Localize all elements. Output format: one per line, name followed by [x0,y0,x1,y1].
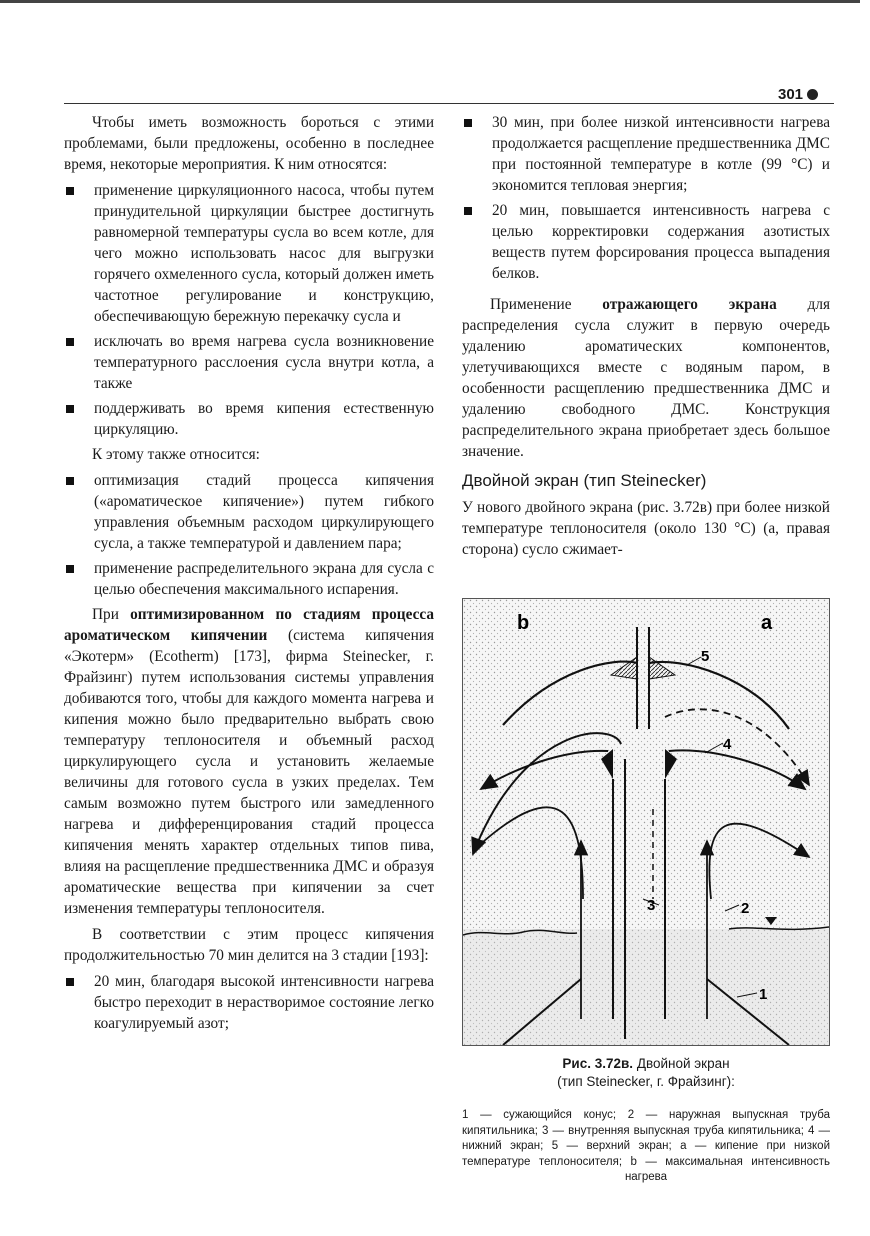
figure-caption: Рис. 3.72в. Двойной экран (тип Steinecker, г. Фрайзинг): [557,1056,735,1089]
figure-legend: 1 — сужающийся конус; 2 — наружная выпускная труба кипятильника; 3 — внутренняя выпускная труба кипятильника; 4 — нижний экран; 5 — верхний экран; a — кипение при низкой температуре теплоносителя; b — максимальная интенсивность нагрева [462,1109,830,1183]
list-item: применение циркуляционного насоса, чтобы путем принудительной циркуляции быстрее достигнуть равномерной температуры сусла во всем котле, для чего можно использовать насос для выгрузки горячего охмеленного сусла, который должен иметь частотное регулирование и конструкцию, обеспечивающую бережную перекачку сусла и [64,180,434,327]
bullet-list [64,470,434,600]
paragraph: Чтобы иметь возможность бороться с этими проблемами, были предложены, особенно в последнее время, некоторые мероприятия. К ним относятся: [64,114,434,173]
paragraph: Применение отражающего экрана для распределения сусла служит в первую очередь удалению ароматических компонентов, улетучивающихся вместе с водяным паром, в особенности расщеплению предшественника ДМС и удалению свободного ДМС. Конструкция распределительного экрана приобретает здесь большое значение. [462,296,830,460]
bold-term: отражающего экрана [602,296,777,313]
bullet-list [462,112,830,284]
list-item: оптимизация стадий процесса кипячения («ароматическое кипячение») путем гибкого управления объемным расходом циркулирующего сусла, а также температурой и давлением пара; [64,470,434,554]
bullet-list [64,180,434,440]
double-screen-diagram [463,599,829,1045]
paragraph: При оптимизированном по стадиям процесса ароматическом кипячении (система кипячения «Экотерм» (Ecotherm) [173], фирма Steinecker, г. Фрайзинг) путем использования системы управления добиваются того, чтобы для каждого момента нагрева и кипения можно было предварительно выбрать свою температуру теплоносителя и объемный расход циркулирующего сусла и установить желаемые величины для готового сусла в узких пределах. Тем самым возможно путем быстрого или замедленного нагрева и дифференцирования стадий процесса кипячения менять характер отдельных типов пива, влияя на расщепление предшественника ДМС и образуя ароматические вещества при кипячении за счет изменения температуры теплоносителя. [64,606,434,917]
page-number: 301 [778,86,818,103]
label-2: 2 [741,900,750,917]
label-3: 3 [647,897,656,914]
paragraph: К этому также относится: [92,446,260,463]
header-rule [64,103,834,104]
list-item: 20 мин, повышается интенсивность нагрева с целью корректировки содержания азотистых веществ путем форсирования процесса выпадения белков. [462,200,830,284]
label-b: b [517,612,530,634]
label-4: 4 [723,736,732,753]
list-item: применение распределительного экрана для сусла с целью обеспечения максимального испарения. [64,558,434,600]
top-border-line [0,0,860,3]
section-heading: Двойной экран (тип Steinecker) [462,471,707,490]
list-item: 20 мин, благодаря высокой интенсивности нагрева быстро переходит в нерастворимое состояние легко коагулируемый азот; [64,971,434,1034]
bold-term: оптимизированном по стадиям процесса ароматическом кипячении [64,606,434,644]
list-item: исключать во время нагрева сусла возникновение температурного расслоения сусла внутри котла, а также [64,331,434,394]
label-5: 5 [701,648,710,665]
paragraph: В соответствии с этим процесс кипячения продолжительностью 70 мин делится на 3 стадии [193]: [64,926,434,964]
paragraph: У нового двойного экрана (рис. 3.72в) при более низкой температуре теплоносителя (около 130 °С) (а, правая сторона) сусло сжимает- [462,499,830,558]
page-marker-dot [807,89,818,100]
wort-zone [463,929,829,1045]
left-column [64,112,434,1038]
label-1: 1 [759,986,768,1003]
list-item: 30 мин, при более низкой интенсивности нагрева продолжается расщепление предшественника ДМС при постоянной температуре в котле (99 °С) и экономится тепловая энергия; [462,112,830,196]
right-column [462,112,830,565]
bullet-list [64,971,434,1034]
figure-double-screen [462,598,830,1046]
label-a: a [761,612,773,634]
list-item: поддерживать во время кипения естественную циркуляцию. [64,398,434,440]
